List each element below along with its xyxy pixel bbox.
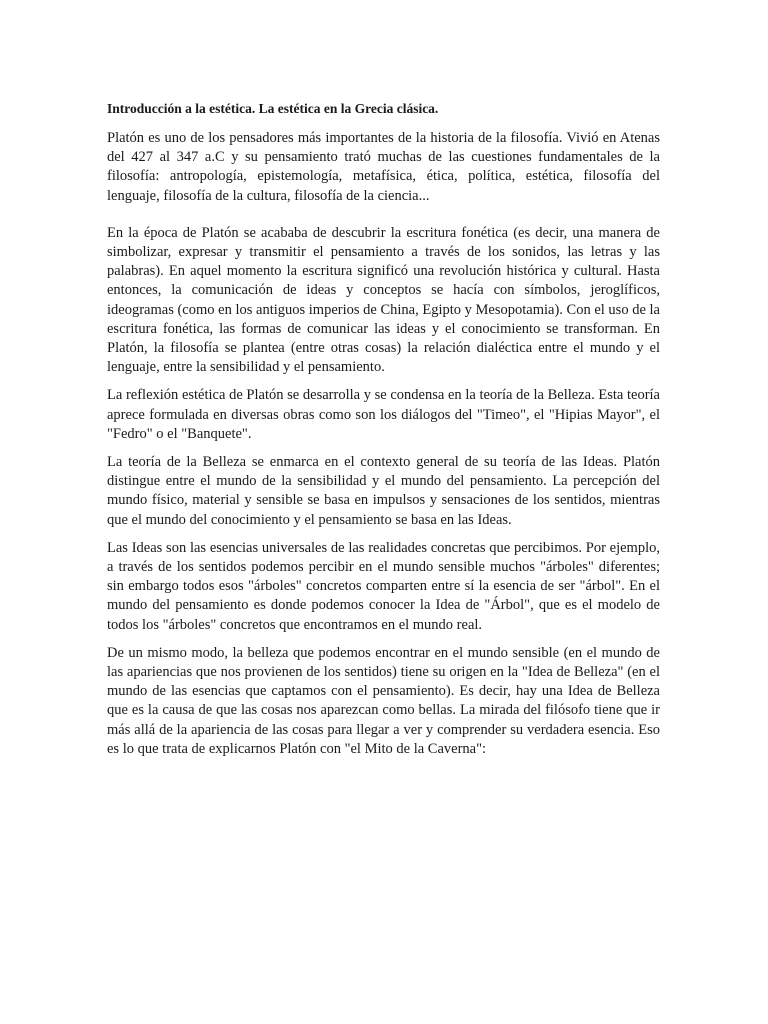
paragraph-reflexion-estetica: La reflexión estética de Platón se desarrolla y se condensa en la teoría de la Belleza. Esta teoría aprece formulada en diversas obras como son los diálogos del "Timeo", el "Hipias Mayor", el "Fedro" o el "Banquete". (107, 387, 660, 442)
document-title: Introducción a la estética. La estética en la Grecia clásica. (107, 101, 439, 116)
document-body (107, 100, 660, 768)
paragraph-escritura-fonetica: En la época de Platón se acababa de descubrir la escritura fonética (es decir, una manera de simbolizar, expresar y transmitir el pensamiento a través de los sonidos, las letras y las palabras). En aquel momento la escritura significó una revolución histórica y cultural. Hasta entonces, la comunicación de ideas y conceptos se hacía con símbolos, jeroglíficos, ideogramas (como en los antiguos imperios de China, Egipto y Mesopotamia). Con el uso de la escritura fonética, las formas de comunicar las ideas y el conocimiento se transforman. En Platón, la filosofía se plantea (entre otras cosas) la relación dialéctica entre el mundo y el lenguaje, entre la sensibilidad y el pensamiento. (107, 224, 660, 376)
paragraph-ideas-esencias: Las Ideas son las esencias universales de las realidades concretas que percibimos. Por ejemplo, a través de los sentidos podemos percibir en el mundo sensible muchos "árboles" diferentes; sin embargo todos esos "árboles" concretos comparten entre sí la esencia de ser "árbol". En el mundo del pensamiento es donde podemos conocer la Idea de "Árbol", que es el modelo de todos los "árboles" concretos que encontramos en el mundo real. (107, 539, 660, 633)
paragraph-platon-intro: Platón es uno de los pensadores más importantes de la historia de la filosofía. Vivió en Atenas del 427 al 347 a.C y su pensamiento trató muchas de las cuestiones fundamentales de la filosofía: antropología, epistemología, metafísica, ética, política, estética, filosofía del lenguaje, filosofía de la cultura, filosofía de la ciencia... (107, 130, 660, 204)
paragraph-idea-de-belleza: De un mismo modo, la belleza que podemos encontrar en el mundo sensible (en el mundo de las apariencias que nos provienen de los sentidos) tiene su origen en la "Idea de Belleza" (en el mundo de las esencias que captamos con el pensamiento). Es decir, hay una Idea de Belleza que es la causa de que las cosas nos aparezcan como bellas. La mirada del filósofo tiene que ir más allá de la apariencia de las cosas para llegar a ver y comprender su verdadera esencia. Eso es lo que trata de explicarnos Platón con "el Mito de la Caverna": (107, 644, 660, 757)
paragraph-teoria-belleza: La teoría de la Belleza se enmarca en el contexto general de su teoría de las Ideas. Platón distingue entre el mundo de la sensibilidad y el mundo del pensamiento. La percepción del mundo físico, material y sensible se basa en impulsos y sensaciones de los sentidos, mientras que el mundo del conocimiento y el pensamiento se basa en las Ideas. (107, 454, 660, 528)
